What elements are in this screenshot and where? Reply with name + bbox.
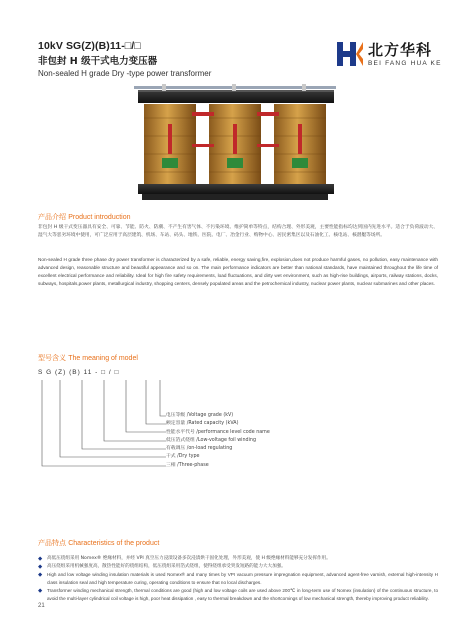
meaning-list — [166, 412, 270, 470]
bullet-diamond-icon: ◆ — [38, 572, 43, 578]
intro-text-cn: 非包封 H 级干式变压器具有安全、可靠、节能、防火、防潮、不产生有害气体、不污染环境、维护简单等特点，结构合理、外形美观，主要性能指标均达到国内先进水平。适合于负荷波动大、湿气大等恶劣环境中使用，可广泛应用于高层建筑、机场、车站、码头、地铁、医院、电厂、冶金行业、购物中心、居民密集区以及石油化工、核电站、核潜艇等场所。 — [38, 225, 438, 238]
page-number: 21 — [38, 603, 45, 609]
model-title: 10kV SG(Z)(B)11-□/□ — [38, 40, 141, 52]
transformer-photo — [132, 84, 338, 202]
meaning-item: 性能水平代号 /performance level code name — [166, 429, 270, 435]
feature-item — [38, 571, 438, 587]
intro-heading-en: Product introduction — [68, 214, 131, 221]
meaning-item: 电压等级 /Voltage grade (kV) — [166, 413, 234, 418]
page-title-cn: 非包封 H 级干式电力变压器 — [38, 56, 158, 67]
meaning-item: 低压箔式绕组 /Low-voltage foil winding — [166, 437, 256, 443]
meaning-item: 有载调压 /on-load regulating — [166, 446, 233, 452]
meaning-heading-cn: 型号含义 — [38, 354, 66, 362]
model-code: S G (Z) (B) 11 - □ / □ — [38, 369, 120, 376]
logo-name-en: BEI FANG HUA KE — [368, 60, 442, 67]
meaning-heading — [38, 353, 138, 363]
feature-text-en: High and low voltage winding insulation materials is used Nomex® and many times by VPI vacuum pressure impregnation equipment, advanced agent-free varnish, external high-intensity H class insulation seal and high temperature curing, operating conditions to ensure that no local discharges. — [47, 572, 438, 585]
feature-text-cn: 高压绕组采用机械强度高，散热性能好的绕组结构，低压绕组采用箔式绕组，使得绕组承受突发短路的能力大大加强。 — [47, 564, 286, 569]
feature-item — [38, 587, 438, 603]
meaning-item: 额定容量 /Rated capacity (kVA) — [166, 421, 239, 427]
page-title-en: Non-sealed H grade Dry -type power transformer — [38, 69, 212, 78]
meaning-heading-en: The meaning of model — [68, 355, 138, 362]
feature-item — [38, 563, 438, 571]
feature-text-cn: 高低压绕组采用 Nomex® 绝缘材料，并经 VPI 真空压力浸渍设备多次浸渍烘干固化处理，外形美观，使 H 级绝缘材料能够充分发挥作用。 — [47, 556, 331, 561]
features-heading — [38, 538, 159, 548]
logo-mark-icon — [336, 40, 364, 68]
logo-name-cn: 北方华科 — [368, 41, 433, 59]
bullet-diamond-icon: ◆ — [38, 556, 43, 562]
features-list — [38, 555, 438, 603]
title-block — [38, 40, 211, 78]
intro-text-en: Non-sealed H grade three phase dry power transformer is characterized by a safe, reliable, energy saving,fire, explosion,does not produce harmful gases, no pollution, easy maintenance with advanced design, reasonable structure and beautiful appearance and so on. The main performance indicators are better than national standards, have maintained throughout the life time of excellent electrical performance and reliability. Ideal for high fire safety requirements, load fluctuations, and dirty wet environment, such as high-rise buildings, airports, railway stations, docks, subways, hospitals,power plants, metallurgical industry, shopping centers, densely populated areas and the petrochemical industry, nuclear power plants, nuclear submarines and other places. — [38, 257, 438, 286]
bullet-diamond-icon: ◆ — [38, 564, 43, 570]
intro-heading-cn: 产品介绍 — [38, 213, 66, 221]
features-heading-en: Characteristics of the product — [68, 540, 160, 547]
company-logo — [336, 38, 442, 70]
features-heading-cn: 产品特点 — [38, 539, 66, 547]
meaning-item: 三相 /Three-phase — [166, 462, 209, 468]
intro-heading — [38, 212, 131, 222]
meaning-item: 干式 /Dry type — [166, 454, 200, 460]
bullet-diamond-icon: ◆ — [38, 588, 43, 594]
feature-item — [38, 555, 438, 563]
model-bracket-lines — [38, 378, 178, 490]
feature-text-en: Transformer winding mechanical strength, thermal conditions are good (high and low voltage coils are used above 200℃ in long-term use of Nomex (insulation) of the continuous structure, to avoid the multi-layer cylindrical coil voltage is high, poor heat dissipation , easy to thermal breakdown and the shortcomings of low mechanical strength, thereby improving product reliability. — [47, 588, 438, 601]
